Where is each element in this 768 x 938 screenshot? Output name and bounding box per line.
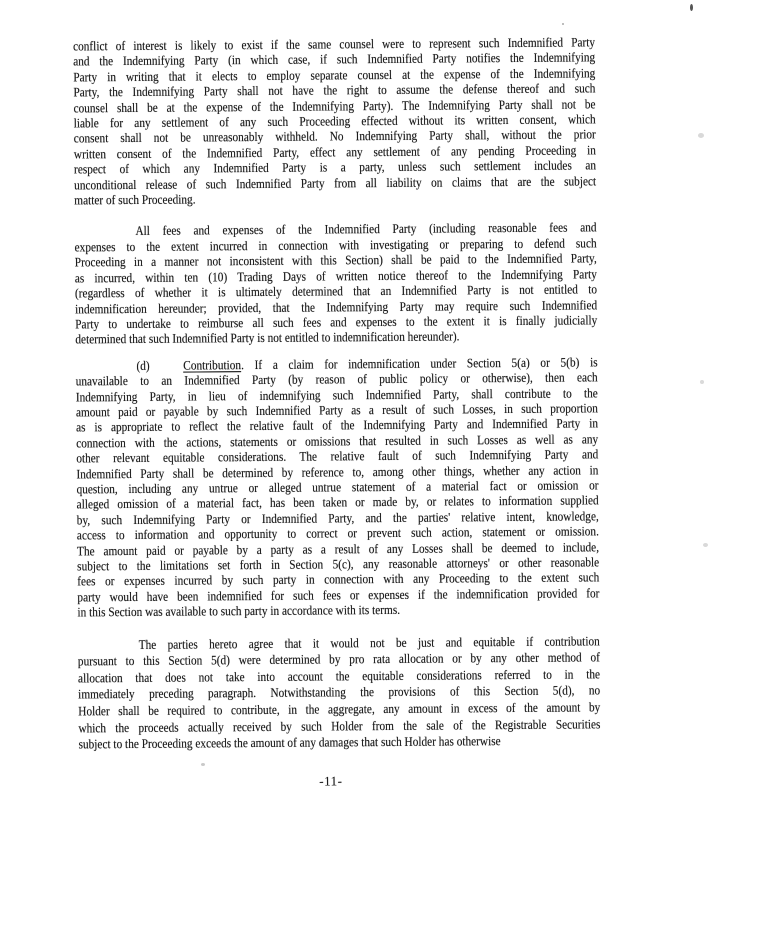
text-line: which the proceeds actually received by such Holder from the sale of the Registrable Securities bbox=[78, 715, 601, 736]
text-line: indemnification hereunder; provided, that the Indemnifying Party may require such Indemnified bbox=[75, 296, 598, 316]
text-line: Proceeding in a manner not inconsistent with this Section) shall be paid to the Indemnified Party, bbox=[74, 250, 597, 270]
paragraph-contribution bbox=[76, 354, 600, 620]
text-line: consent shall not be unreasonably withheld. No Indemnifying Party shall, without the prior bbox=[73, 126, 596, 146]
text-line: subject to the Proceeding exceeds the amount of any damages that such Holder has otherwise bbox=[78, 733, 501, 752]
text-line: matter of such Proceeding. bbox=[74, 191, 196, 208]
text-line: Party, the Indemnifying Party shall not have the right to assume the defense thereof and such bbox=[73, 80, 596, 100]
text-line: amount paid or payable by such Indemnified Party as a result of such Losses, in such proportion bbox=[75, 400, 598, 420]
text-line: Indemnifying Party, in lieu of indemnifying such Indemnified Party, shall contribute to the bbox=[75, 384, 598, 404]
text-line: Party to undertake to reimburse all such fees and expenses to the extent it is finally judicially bbox=[75, 312, 598, 332]
text-segment: (d) bbox=[136, 357, 150, 373]
section-heading: Contribution bbox=[183, 356, 242, 373]
scan-speck bbox=[698, 133, 704, 138]
text-line: as incurred, within ten (10) Trading Days of written notice thereof to the Indemnifying Party bbox=[74, 266, 597, 286]
text-line: in this Section was available to such party in accordance with its terms. bbox=[77, 602, 401, 620]
text-line: alleged omission of a material fact, has been taken or made by, or relates to information supplied bbox=[76, 492, 599, 512]
page-number: -11- bbox=[319, 773, 343, 789]
text-line: as is appropriate to reflect the relative fault of the Indemnifying Party and Indemnified Party in bbox=[75, 415, 599, 435]
text-line: The amount paid or payable by a party as a result of any Losses shall be deemed to include, bbox=[76, 538, 600, 559]
text-line: All fees and expenses of the Indemnified Party (including reasonable fees and bbox=[135, 219, 597, 239]
text-line: determined that such Indemnified Party is not entitled to indemnification hereunder). bbox=[75, 328, 460, 347]
text-line: question, including any untrue or alleged untrue statement of a material fact or omission or bbox=[76, 477, 599, 497]
scan-speck bbox=[703, 543, 708, 547]
text-line: unavailable to an Indemnified Party (by reason of public policy or otherwise), then each bbox=[75, 369, 598, 389]
scan-speck bbox=[201, 763, 205, 766]
text-line: conflict of interest is likely to exist if the same counsel were to represent such Indemnified Party bbox=[72, 34, 596, 54]
document-text bbox=[73, 34, 601, 753]
text-line: liable for any settlement of any such Proceeding effected without its written consent, which bbox=[73, 111, 596, 131]
text-line: Party in writing that it elects to employ separate counsel at the expense of the Indemnifying bbox=[73, 65, 596, 85]
text-line: The parties hereto agree that it would not be just and equitable if contribution bbox=[138, 632, 600, 652]
text-line: Holder shall be required to contribute, in the aggregate, any amount in excess of the amount by bbox=[78, 699, 601, 719]
paragraph-fees-and-expenses bbox=[74, 220, 597, 347]
text-segment: . If a claim for indemnification under Section 5(a) or 5(b) is bbox=[240, 354, 598, 372]
text-line: party would have been indemnified for such fees or expenses if the indemnification provided for bbox=[77, 585, 600, 605]
text-line: respect of which any Indemnified Party is a party, unless such settlement includes an bbox=[73, 157, 597, 177]
text-line: fees or expenses incurred by such party in connection with any Proceeding to the extent such bbox=[77, 569, 600, 589]
text-line: Indemnified Party shall be determined by reference to, among other things, whether any action in bbox=[76, 461, 599, 481]
text-line: subject to the limitations set forth in Section 5(c), any reasonable attorneys' or other reasonable bbox=[77, 554, 600, 574]
text-line: unconditional release of such Indemnified Party from all liability on claims that are the subject bbox=[74, 172, 597, 193]
text-line: by, such Indemnifying Party or Indemnified Party, and the parties' relative intent, knowledge, bbox=[76, 508, 599, 528]
text-line: connection with the actions, statements or omissions that resulted in such Losses as well as any bbox=[76, 431, 599, 451]
text-line: immediately preceding paragraph. Notwithstanding the provisions of this Section 5(d), no bbox=[78, 682, 601, 702]
text-line: counsel shall be at the expense of the Indemnifying Party). The Indemnifying Party shall not be bbox=[73, 95, 596, 116]
text-line: pursuant to this Section 5(d) were determined by pro rata allocation or by any other method of bbox=[77, 649, 600, 669]
text-line: (regardless of whether it is ultimately determined that an Indemnified Party is not entitled to bbox=[74, 281, 598, 301]
text-line: allocation that does not take into account the equitable considerations referred to in the bbox=[77, 666, 601, 686]
paragraph-conflict-continuation bbox=[73, 34, 596, 208]
text-line: expenses to the extent incurred in connection with investigating or preparing to defend such bbox=[74, 235, 597, 255]
scan-speck bbox=[690, 4, 693, 11]
scan-speck bbox=[700, 380, 704, 384]
scan-speck bbox=[562, 23, 564, 25]
paragraph-pro-rata-allocation bbox=[78, 633, 601, 753]
text-line: access to information and opportunity to correct or prevent such action, statement or omission. bbox=[76, 523, 599, 543]
text-line: and the Indemnifying Party (in which case, if such Indemnified Party notifies the Indemnifying bbox=[73, 49, 596, 69]
text-line: other relevant equitable considerations. The relative fault of such Indemnifying Party and bbox=[76, 446, 599, 466]
text-line: written consent of the Indemnified Party, effect any settlement of any pending Proceeding in bbox=[73, 142, 596, 162]
